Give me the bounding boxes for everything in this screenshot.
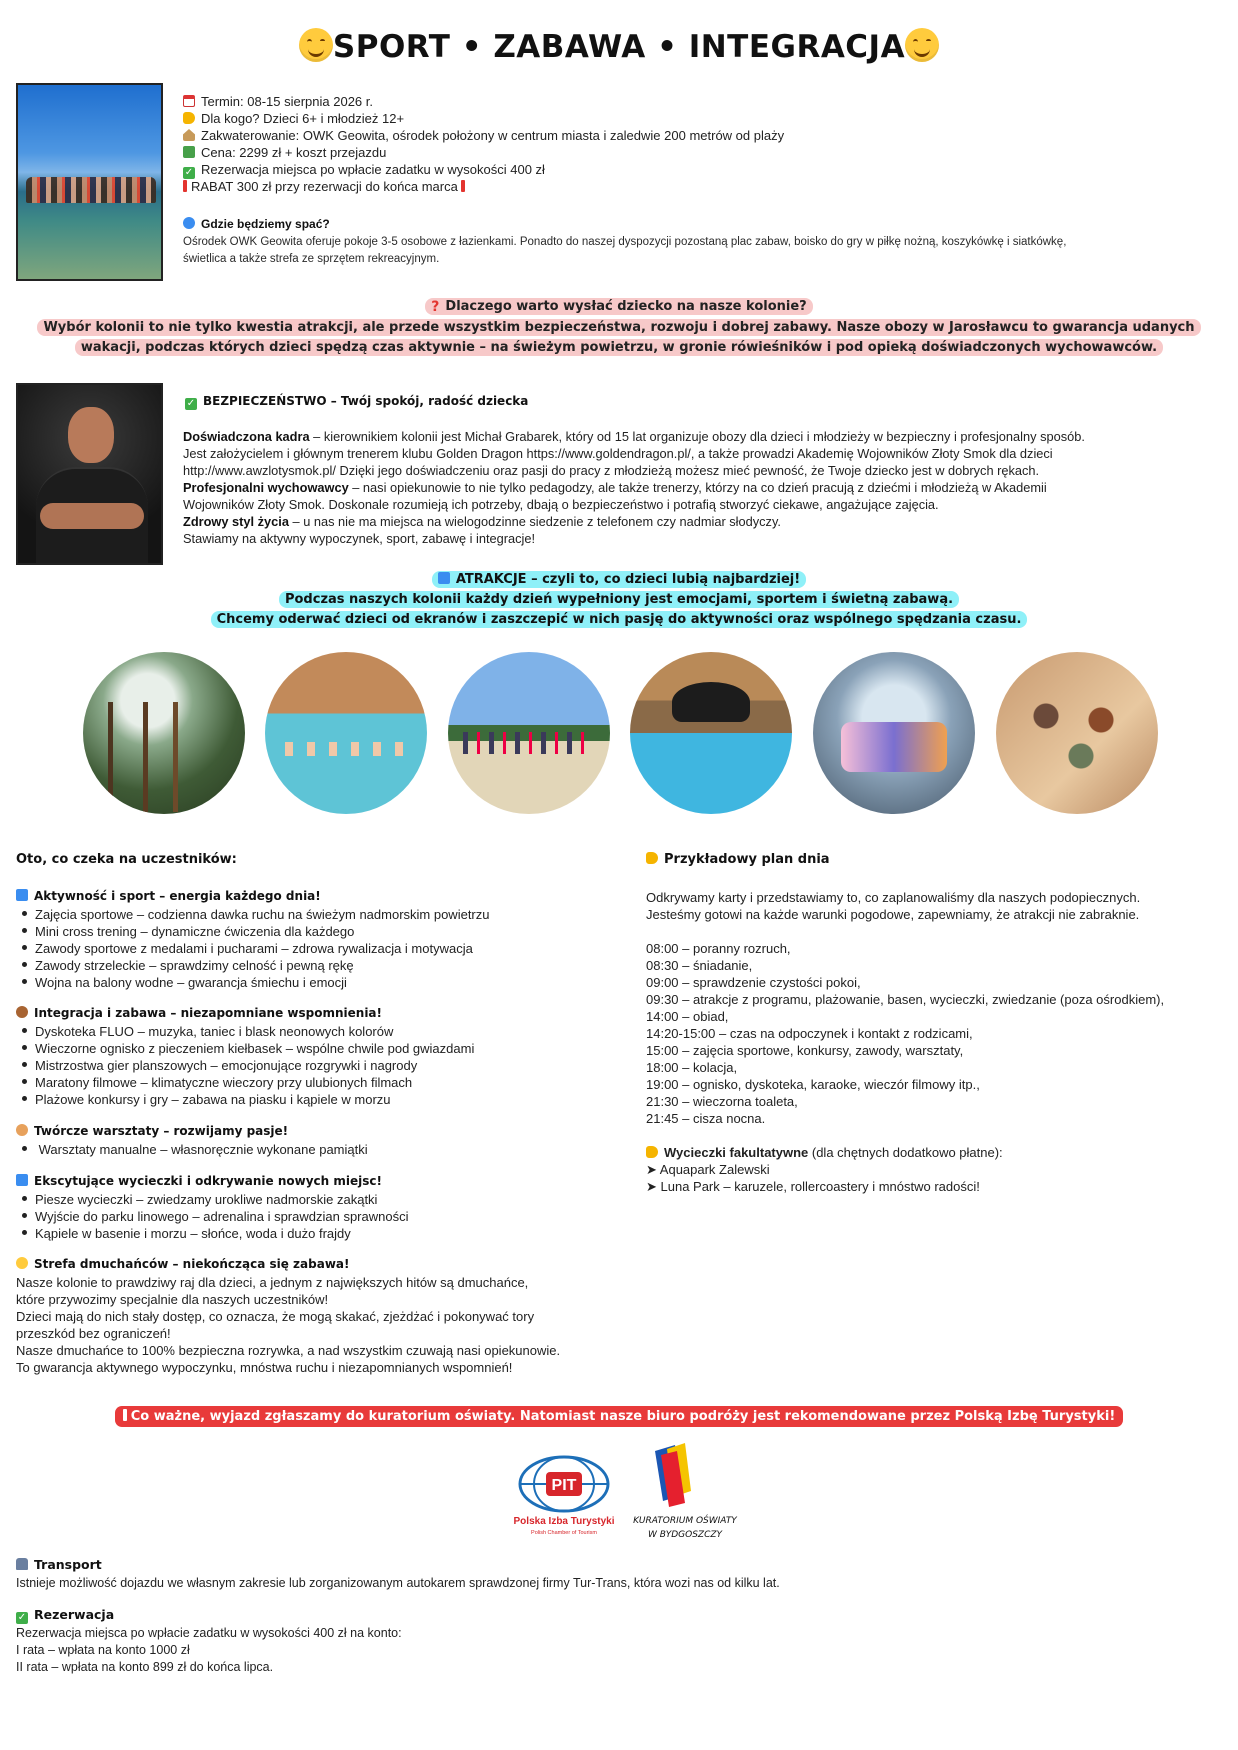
sport-icon xyxy=(16,889,28,901)
paragraph-line: Nasze dmuchańce to 100% bezpieczna rozrywka, a nad wszystkim czuwają nasi opiekunowie. xyxy=(16,1343,561,1358)
palette-icon xyxy=(16,1124,28,1136)
attractions-line-3: Chcemy oderwać dzieci od ekranów i zaszczepić w nich pasję do aktywności oraz wspólnego spędzania czasu. xyxy=(0,612,1238,627)
why-question: ? Dlaczego warto wysłać dziecko na nasze kolonie? xyxy=(0,299,1238,314)
list-item: Plażowe konkursy i gry – zabawa na piasku i kąpiele w morzu xyxy=(16,1091,391,1108)
optional-trip-item: ➤ Aquapark Zalewski xyxy=(646,1162,770,1177)
question-mark-icon: ? xyxy=(431,299,440,315)
list-item: Zawody sportowe z medalami i pucharami – zdrowa rywalizacja i motywacja xyxy=(16,940,473,957)
list-item: Wyjście do parku linowego – adrenalina i sprawdzian sprawności xyxy=(16,1208,408,1225)
paragraph-line: Dzieci mają do nich stały dostęp, co oznacza, że mogą skakać, zjeżdżać i pokonywać tory xyxy=(16,1309,535,1324)
list-item: Wojna na balony wodne – gwarancja śmiechu i emocji xyxy=(16,974,347,991)
smiling-face-icon xyxy=(905,28,939,62)
why-line-1: Wybór kolonii to nie tylko kwestia atrakcji, ale przede wszystkim bezpieczeństwa, rozwoju i dobrej zabawy. Nasze obozy w Jarosławcu to gwarancja udanych xyxy=(0,320,1238,335)
safety-last: Stawiamy na aktywny wypoczynek, sport, zabawę i integracje! xyxy=(183,531,536,546)
list-item: Zajęcia sportowe – codzienna dawka ruchu na świeżym nadmorskim powietrzu xyxy=(16,906,490,923)
kuratorium-logo xyxy=(625,1443,745,1543)
photo-board-games xyxy=(996,652,1158,814)
day-plan-intro: Odkrywamy karty i przedstawiamy to, co zaplanowaliśmy dla naszych podopiecznych. xyxy=(646,890,1141,905)
optional-trip-item: ➤ Luna Park – karuzele, rollercoastery i mnóstwo radości! xyxy=(646,1179,980,1194)
safety-zdrowy: Zdrowy styl życia – u nas nie ma miejsca na wielogodzinne siedzenie z telefonem czy nadmiar słodyczy. xyxy=(183,514,781,529)
photo-amusement-ride xyxy=(813,652,975,814)
attractions-line-2: Podczas naszych kolonii każdy dzień wypełniony jest emocjami, sportem i świetną zabawą. xyxy=(0,592,1238,607)
plan-item: 15:00 – zajęcia sportowe, konkursy, zawody, warsztaty, xyxy=(646,1043,964,1058)
info-dla-kogo: Dla kogo? Dzieci 6+ i młodzież 12+ xyxy=(183,110,404,127)
sport-icon xyxy=(438,572,450,584)
list-item: Mistrzostwa gier planszowych – emocjonujące rozgrywki i nagrody xyxy=(16,1057,417,1074)
exclamation-icon xyxy=(183,180,187,192)
title-text: SPORT • ZABAWA • INTEGRACJA xyxy=(332,29,906,65)
safety-kadra: Doświadczona kadra – kierownikiem kolonii jest Michał Grabarek, który od 15 lat organizuje obozy dla dzieci i młodzieży w bezpieczny i profesjonalny sposób. xyxy=(183,429,1085,444)
info-rezerwacja: ✓ Rezerwacja miejsca po wpłacie zadatku w wysokości 400 zł xyxy=(184,162,545,178)
paragraph-line: Nasze kolonie to prawdziwy raj dla dzieci, a jednym z największych hitów są dmuchańce, xyxy=(16,1275,529,1290)
participants-heading: Oto, co czeka na uczestników: xyxy=(16,852,237,867)
reservation-line: Rezerwacja miejsca po wpłacie zadatku w wysokości 400 zł na konto: xyxy=(16,1626,402,1640)
list-item: Wieczorne ognisko z pieczeniem kiełbasek – wspólne chwile pod gwiazdami xyxy=(16,1040,474,1057)
safety-heading: ✓ BEZPIECZEŃSTWO – Twój spokój, radość dziecka xyxy=(186,394,529,409)
kuratorium-line1: KURATORIUM OŚWIATY xyxy=(633,1516,737,1526)
transport-heading: Transport xyxy=(16,1557,102,1572)
safety-wychowawcy: Profesjonalni wychowawcy – nasi opiekunowie to nie tylko pedagodzy, ale także trenerzy, którzy na co dzień pracują z dziećmi i młodzieżą w Akademii xyxy=(183,480,1047,495)
info-termin: Termin: 08-15 sierpnia 2026 r. xyxy=(183,93,373,110)
info-zakwaterowanie: Zakwaterowanie: OWK Geowita, ośrodek położony w centrum miasta i zaledwie 200 metrów od plaży xyxy=(183,127,784,144)
pointing-hand-icon xyxy=(646,852,658,864)
sport-heading: Aktywność i sport – energia każdego dnia! xyxy=(16,889,321,903)
safety-kadra-2: Jest założycielem i głównym trenerem klubu Golden Dragon https://www.goldendragon.pl/, a także prowadzi Akademię Wojowników Złoty Smok dla dzieci xyxy=(183,446,1053,461)
pit-subtitle: Polish Chamber of Tourism xyxy=(531,1530,597,1536)
plan-item: 21:30 – wieczorna toaleta, xyxy=(646,1094,798,1109)
paragraph-line: To gwarancja aktywnego wypoczynku, mnóstwa ruchu i niezapomnianych wspomnień! xyxy=(16,1360,513,1375)
reservation-heading: ✓ Rezerwacja xyxy=(17,1607,115,1623)
pointing-hand-icon xyxy=(183,112,195,124)
reservation-line: I rata – wpłata na konto 1000 zł xyxy=(16,1643,190,1657)
bus-icon xyxy=(16,1558,28,1570)
list-item: Warsztaty manualne – własnoręcznie wykonane pamiątki xyxy=(16,1141,368,1158)
exclamation-icon xyxy=(461,180,465,192)
coach-photo xyxy=(16,383,163,565)
list-item: Kąpiele w basenie i morzu – słońce, woda i dużo frajdy xyxy=(16,1225,351,1242)
teddy-bear-icon xyxy=(16,1006,28,1018)
integration-heading: Integracja i zabawa – niezapomniane wspomnienia! xyxy=(16,1006,382,1020)
list-item: Piesze wycieczki – zwiedzamy urokliwe nadmorskie zakątki xyxy=(16,1191,377,1208)
pit-name: Polska Izba Turystyki xyxy=(513,1516,615,1527)
paragraph-line: które przywozimy specjalnie dla naszych uczestników! xyxy=(16,1292,329,1307)
workshops-heading: Twórcze warsztaty – rozwijamy pasje! xyxy=(16,1124,288,1138)
blue-circle-icon xyxy=(183,217,195,229)
plan-item: 09:00 – sprawdzenie czystości pokoi, xyxy=(646,975,861,990)
trips-heading: Ekscytujące wycieczki i odkrywanie nowych miejsc! xyxy=(16,1174,382,1188)
plan-item: 08:30 – śniadanie, xyxy=(646,958,753,973)
check-mark-icon: ✓ xyxy=(186,398,196,409)
check-mark-icon: ✓ xyxy=(184,167,194,178)
info-cena: Cena: 2299 zł + koszt przejazdu xyxy=(183,144,386,161)
list-item: Mini cross trening – dynamiczne ćwiczenia dla każdego xyxy=(16,923,354,940)
exclamation-icon xyxy=(123,1409,127,1421)
calendar-icon xyxy=(183,95,195,107)
inflatables-heading: Strefa dmuchańców – niekończąca się zabawa! xyxy=(16,1257,350,1271)
safety-wychowawcy-2: Wojowników Złoty Smok. Doskonale rozumieją ich potrzeby, dbają o bezpieczeństwo i potrafią stworzyć ciekawe, angażujące zajęcia. xyxy=(183,497,939,512)
pit-logo xyxy=(513,1450,615,1536)
beach-group-photo xyxy=(16,83,163,281)
day-plan-intro: Jesteśmy gotowi na każde warunki pogodowe, zapewniamy, że atrakcji nie zabraknie. xyxy=(646,907,1140,922)
plan-item: 18:00 – kolacja, xyxy=(646,1060,738,1075)
plan-item: 14:00 – obiad, xyxy=(646,1009,729,1024)
sleep-description: Ośrodek OWK Geowita oferuje pokoje 3-5 osobowe z łazienkami. Ponadto do naszej dyspozycji pozostaną plac zabaw, boisko do gry w piłkę nożną, koszykówkę i siatkówkę, świetlica a także strefa ze sprzętem rekreacyjnym. xyxy=(183,236,1067,265)
list-item: Maratony filmowe – klimatyczne wieczory przy ulubionych filmach xyxy=(16,1074,412,1091)
plan-item: 19:00 – ognisko, dyskoteka, karaoke, wieczór filmowy itp., xyxy=(646,1077,980,1092)
house-icon xyxy=(183,129,195,141)
transport-text: Istnieje możliwość dojazdu we własnym zakresie lub zorganizowanym autokarem sprawdzonej firmy Tur-Trans, która wozi nas od kilku lat. xyxy=(16,1576,780,1590)
smiling-face-icon xyxy=(299,28,333,62)
smiling-face-icon xyxy=(16,1257,28,1269)
list-item: Dyskoteka FLUO – muzyka, taniec i blask neonowych kolorów xyxy=(16,1023,393,1040)
page-title xyxy=(0,28,1238,65)
plan-item: 08:00 – poranny rozruch, xyxy=(646,941,791,956)
check-mark-icon: ✓ xyxy=(17,1612,27,1623)
important-banner: Co ważne, wyjazd zgłaszamy do kuratorium oświaty. Natomiast nasze biuro podróży jest rekomendowane przez Polską Izbę Turystyki! xyxy=(0,1409,1238,1424)
money-icon xyxy=(183,146,195,158)
attractions-heading: ATRAKCJE – czyli to, co dzieci lubią najbardziej! xyxy=(0,572,1238,587)
photo-pool xyxy=(265,652,427,814)
safety-kadra-3: http://www.awzlotysmok.pl/ Dzięki jego doświadczeniu oraz pasji do pracy z młodzieżą możesz mieć pewność, że Twoje dziecko jest w dobrych rękach. xyxy=(183,463,1040,478)
pit-abbr: PIT xyxy=(551,1477,577,1494)
plan-item: 14:20-15:00 – czas na odpoczynek i kontakt z rodzicami, xyxy=(646,1026,973,1041)
day-plan-heading: Przykładowy plan dnia xyxy=(646,852,830,867)
why-line-2: wakacji, podczas których dzieci spędzą czas aktywnie – na świeżym powietrzu, w gronie rówieśników i pod opieką doświadczonych wychowawców. xyxy=(0,340,1238,355)
pointing-hand-icon xyxy=(646,1146,658,1158)
photo-pirates xyxy=(630,652,792,814)
photo-rope-park xyxy=(83,652,245,814)
photo-beach-games xyxy=(448,652,610,814)
plan-item: 09:30 – atrakcje z programu, plażowanie, basen, wycieczki, zwiedzanie (poza ośrodkiem), xyxy=(646,992,1165,1007)
info-rabat: RABAT 300 zł przy rezerwacji do końca marca xyxy=(183,178,465,195)
kuratorium-line2: W BYDGOSZCZY xyxy=(647,1530,723,1540)
optional-trips-heading: Wycieczki fakultatywne (dla chętnych dodatkowo płatne): xyxy=(646,1144,1003,1161)
sleep-heading: Gdzie będziemy spać? xyxy=(183,217,330,231)
list-item: Zawody strzeleckie – sprawdzimy celność i pewną rękę xyxy=(16,957,354,974)
sport-icon xyxy=(16,1174,28,1186)
paragraph-line: przeszkód bez ograniczeń! xyxy=(16,1326,171,1341)
plan-item: 21:45 – cisza nocna. xyxy=(646,1111,766,1126)
reservation-line: II rata – wpłata na konto 899 zł do końca lipca. xyxy=(16,1660,274,1674)
